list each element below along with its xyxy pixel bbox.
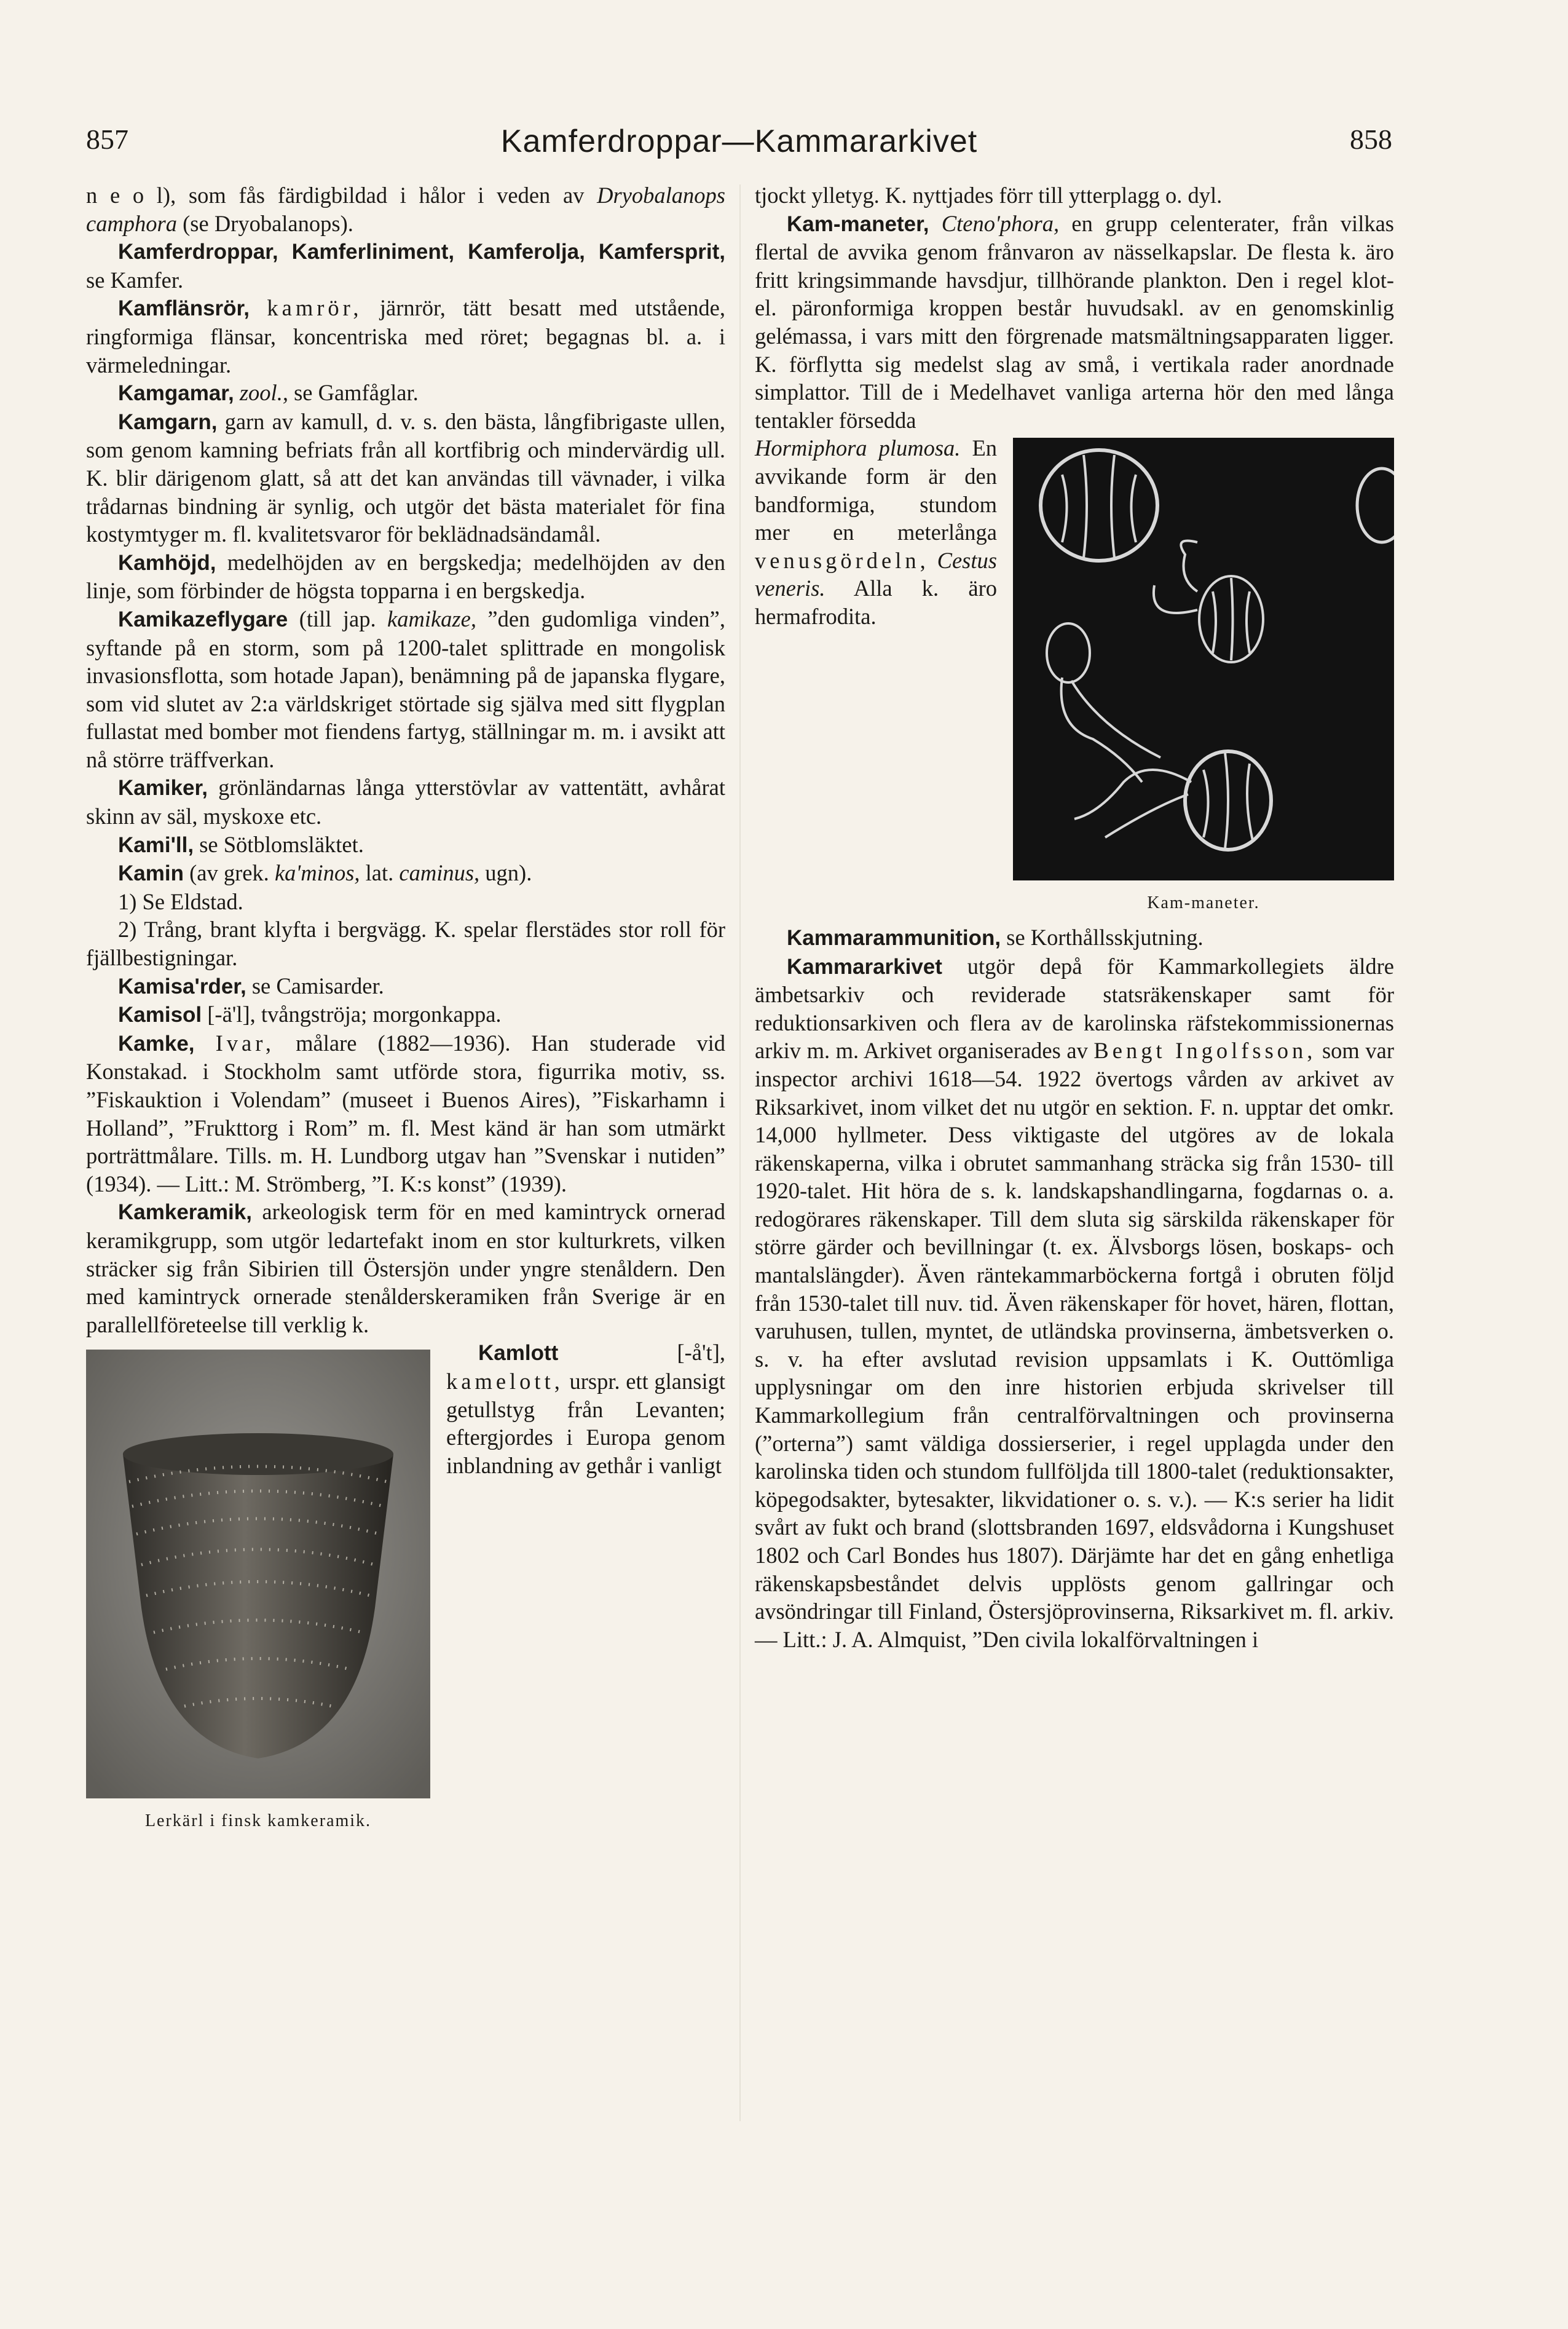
headword: Kamikazeflygare: [118, 607, 288, 631]
figure-comb-jellies: [1013, 438, 1394, 917]
headword: Kamke,: [118, 1031, 195, 1056]
headword: Kamkeramik,: [118, 1200, 252, 1225]
page-header: [86, 123, 1392, 166]
entry-kamhojd: Kamhöjd, medelhöjden av en bergskedja; medelhöjden av den linje, som förbinder de högsta topparna i en bergskedja.: [86, 549, 725, 604]
entry-kamflansror: Kamflänsrör, kamrör, järnrör, tätt besatt med utstående, ringformiga flänsar, koncentriska med röret; begagnas bl. a. i värmeledningar.: [86, 295, 725, 378]
entry-kamgamar: Kamgamar, zool., se Gamfåglar.: [118, 380, 419, 406]
headword: Kamiker,: [118, 776, 208, 801]
figure-pottery: [86, 1350, 430, 1835]
entry-kamkeramik: Kamkeramik, arkeologisk term för en med kamintryck ornerad keramikgrupp, som utgör ledartefakt inom en stor kulturkrets, vilken sträcker sig från Sibirien till Östersjön under yngre stenåldern. Den med kamintryck ornerade stenålderskeramiken från Sverige är en parallellföreteelse till verklig k.: [86, 1199, 725, 1337]
page-number-left: 857: [86, 124, 128, 155]
entry-kammararkivet: Kammararkivet utgör depå för Kammarkollegiets äldre ämbetsarkiv och reviderade statsräkenskaper samt för reduktionsarkiven och flera av de karolinska räfstekommissionernas arkiv m. m. Arkivet organiserades av Bengt Ingolfsson, som var inspector archivi 1618—54. 1922 övertogs vården av arkivet av Riksarkivet, inom vilket det nu utgör en sektion. F. n. upptar det omkr. 14,000 hyllmeter. Dess viktigaste del utgöres av de lokala räkenskaperna, vilka i obrutet sammanhang sträcka sig från 1530- till 1920-talet. Hit höra de s. k. landskapshandlingarna, fogdarnas o. a. redogörares räkenskaper. Till dem sluta sig särskilda räkenskaper för större gärder och bevillningar (t. ex. Älvsborgs lösen, boskaps- och mantalslängder). Även räntekammarböckerna fortgå i obruten följd från 1530-talet till nuv. tid. Även räkenskaper för hovet, hären, flottan, varuhusen, tullen, myntet, de utländska provinserna, ämbetsverken o. s. v. ha efter avslutad revision uppsamlats i K. Outtömliga upplysningar om den inre historien erbjuda skrivelser till Kammarkollegium från centralförvaltningen och provinserna (”orterna”) samt väldiga dossierserier, i regel upplagda under den karolinska tiden och stundom fullföljda till 1800-talet (reduktionsakter, köpegodsakter, bytesakter, likvidationer o. s. v.). — K:s serier ha lidit svårt av fukt och brand (slottsbranden 1697, eldsvådorna i Kungshuset 1802 och Carl Bondes hus 1807). Därjämte har det en gång enhetliga räkenskapsbeståndet delvis upplösts genom gallringar och avsöndringar till Finland, Östersjöprovinserna, Riksarkivet m. fl. arkiv. — Litt.: J. A. Almquist, ”Den civila lokalförvaltningen i: [755, 953, 1395, 1652]
headword: Kamisol: [118, 1003, 202, 1027]
entry-kamke: Kamke, Ivar, målare (1882—1936). Han studerade vid Konstakad. i Stockholm samt utförde stora, figurrika motiv, ss. ”Fiskauktion i Volendam” (museet i Buenos Aires), ”Fiskarhamn i Holland”, ”Frukttorg i Rom” m. fl. Mest känd är han som utmärkt porträttmålare. Tills. m. H. Lundborg utgav han ”Svenskar i nutiden” (1934). — Litt.: M. Strömberg, ”I. K:s konst” (1939).: [86, 1030, 726, 1196]
headword: Kammarammunition,: [787, 925, 1001, 950]
entry-kamferdroppar: Kamferdroppar, Kamferliniment, Kamferolja, Kamfersprit, se Kamfer.: [86, 240, 725, 293]
entry-kamin: Kamin (av grek. ka'minos, lat. caminus, ugn).: [118, 860, 532, 886]
entry-kamlott: Kamlott [-å't], kamelott, urspr. ett glansigt getullstyg från Levanten; eftergjordes i Europa genom inblandning av gethår i vanligt: [446, 1340, 725, 1478]
headword: Kamgarn,: [118, 409, 218, 434]
entry-kamisol: Kamisol [-ä'l], tvångströja; morgonkappa.: [118, 1002, 502, 1027]
headword: Kamlott: [478, 1341, 559, 1366]
headword: Kamin: [118, 861, 184, 886]
pottery-vessel-image: [86, 1350, 430, 1798]
entry-kamill: Kami'll, se Sötblomsläktet.: [118, 831, 364, 857]
entry-kam-maneter: Kam-maneter, Cteno'phora, en grupp celenterater, från vilkas flertal de avvika genom frånvaron av nässelkapslar. De flesta k. äro fritt kringsimmande havsdjur, tillhörande plankton. Den i regel klot- el. päronformiga kroppen består huvudsakl. av en genomskinlig gelémassa, i vars mitt den förgrenade matsmältningsapparaten ligger. K. förflytta sig medelst slag av små, i vertikala rader anordnade simplattor. Till de i Medelhavet vanliga arterna hör den med långa tentakler försedda: [755, 210, 1394, 433]
headword: Kami'll,: [118, 832, 194, 857]
entry-continuation: tjockt ylletyg. K. nyttjades förr till ytterplagg o. dyl.: [755, 183, 1223, 208]
headword: Kamgamar,: [118, 381, 234, 406]
right-column: tjockt ylletyg. K. nyttjades förr till ytterplagg o. dyl. Kam-maneter, Cteno'phora, en grupp celenterater, från vilkas flertal de avvika genom frånvaron av nässelkapslar. De flesta k. äro fritt kringsimmande havsdjur, tillhörande plankton. Den i regel klot- el. päronformiga kroppen består huvudsakl. av en genomskinlig gelémassa, i vars mitt den förgrenade matsmältningsapparaten ligger. K. förflytta sig medelst slag av små, i vertikala rader anordnade simplattor. Till de i Medelhavet vanliga arterna hör den med långa tentakler försedda Kam-maneter. Hormiphora plumosa. En avvikande form är den bandformiga, stundom mer en meterlånga venusgördeln, Cestus veneris. Alla k. äro hermafrodita. Kammarammunition, se Korthållsskjutning. Kammararkivet utgör depå för Kammarkollegiets äldre ämbetsarkiv och reviderade statsräkenskaper samt för reduktionsarkiven och flera av de karolinska räfstekommissionernas arkiv m. m. Arkivet organiserades av Bengt Ingolfsson, som var inspector archivi 1618—54. 1922 övertogs vården av arkivet av Riksarkivet, inom vilket det nu utgör en sektion. F. n. upptar det omkr. 14,000 hyllmeter. Dess viktigaste del utgöres av de lokala räkenskaperna, vilka i obrutet sammanhang sträcka sig från 1530- till 1920-talet. Hit höra de s. k. landskapshandlingarna, fogdarnas o. a. redogörares räkenskaper. Till dem sluta sig särskilda räkenskaper för större gärder och bevillningar (t. ex. Älvsborgs lösen, boskaps- och mantalslängder). Även räntekammarböckerna fortgå i obruten följd från 1530-talet till nuv. tid. Även räkenskaper för hovet, hären, flottan, varuhusen, tullen, myntet, de utländska provinserna, ämbetsverken o. s. v. ha efter avslutad revision uppsamlats i K. Outtömliga upplysningar om den inre historien erbjuda skrivelser till Kammarkollegium från centralförvaltningen och provinserna (”orterna”) samt väldiga dossierserier, i regel upplagda under den karolinska tiden och stundom fullföljda till 1800-talet (reduktionsakter, köpegodsakter, bytesakter, likvidationer o. s. v.). — K:s serier ha lidit svårt av fukt och brand (slottsbranden 1697, eldsvådorna i Kungshuset 1802 och Carl Bondes hus 1807). Därjämte har det en gång enhetliga räkenskapsbeståndet delvis upplösts genom gallringar och avsöndringar till Finland, Östersjöprovinserna, Riksarkivet m. fl. arkiv. — Litt.: J. A. Almquist, ”Den civila lokalförvaltningen i: [755, 181, 1394, 1653]
left-column: [86, 181, 725, 1841]
headword: Kam-maneter,: [787, 212, 929, 236]
headword: Kamhöjd,: [118, 550, 216, 575]
running-title: Kamferdroppar—Kammararkivet: [500, 124, 978, 159]
headword: Kamferdroppar, Kamferliniment, Kamferolja, Kamfersprit,: [118, 240, 725, 264]
entry-kamisarder: Kamisa'rder, se Camisarder.: [118, 973, 384, 998]
entry-kamikazeflygare: Kamikazeflygare (till jap. kamikaze, ”den gudomliga vinden”, syftande på en storm, som på 1200-talet splittrade en mongolisk invasionsflotta, som hotade Japan), benämning på de japanska flygare, som vid slutet av 2:a världskriget störtade sig själva med sitt flygplan fullastat med bomber mot fiendens fartyg, ställningar m. m. i avsikt att nå större träffverkan.: [86, 606, 725, 772]
entry-kamiker: Kamiker, grönländarnas långa ytterstövlar av vattentätt, avhårat skinn av säl, myskoxe etc.: [86, 775, 725, 829]
entry-continuation: n e o l), som fås färdigbildad i hålor i veden av Dryobalanops camphora (se Dryobalanops).: [86, 183, 725, 236]
entry-kamin-sense-2: 2) Trång, brant klyfta i bergvägg. K. spelar flerstädes stor roll för fjällbestigningar.: [86, 917, 725, 971]
comb-jellies-image: [1013, 438, 1394, 880]
entry-kammarammunition: Kammarammunition, se Korthållsskjutning.: [787, 924, 1204, 950]
entry-kamin-sense-1: 1) Se Eldstad.: [118, 888, 243, 914]
figure-caption: Kam-maneter.: [1147, 893, 1260, 913]
page-number-right: 858: [1350, 124, 1392, 155]
column-divider: [739, 184, 741, 2121]
headword: Kammararkivet: [787, 954, 942, 979]
entry-kamgarn: Kamgarn, garn av kamull, d. v. s. den bästa, långfibrigaste ullen, som genom kamning befriats från all kortfibrig och mindervärdig ull. K. blir därigenom glatt, så att det kan användas till vävnader, i vilka trådarnas bindning är synlig, och utgör det bästa materialet för fina kostymtyger m. fl. kvalitetsvaror för beklädnadsändamål.: [86, 408, 725, 547]
headword: Kamflänsrör,: [118, 296, 250, 321]
headword: Kamisa'rder,: [118, 974, 246, 998]
figure-caption: Lerkärl i finsk kamkeramik.: [144, 1811, 372, 1831]
